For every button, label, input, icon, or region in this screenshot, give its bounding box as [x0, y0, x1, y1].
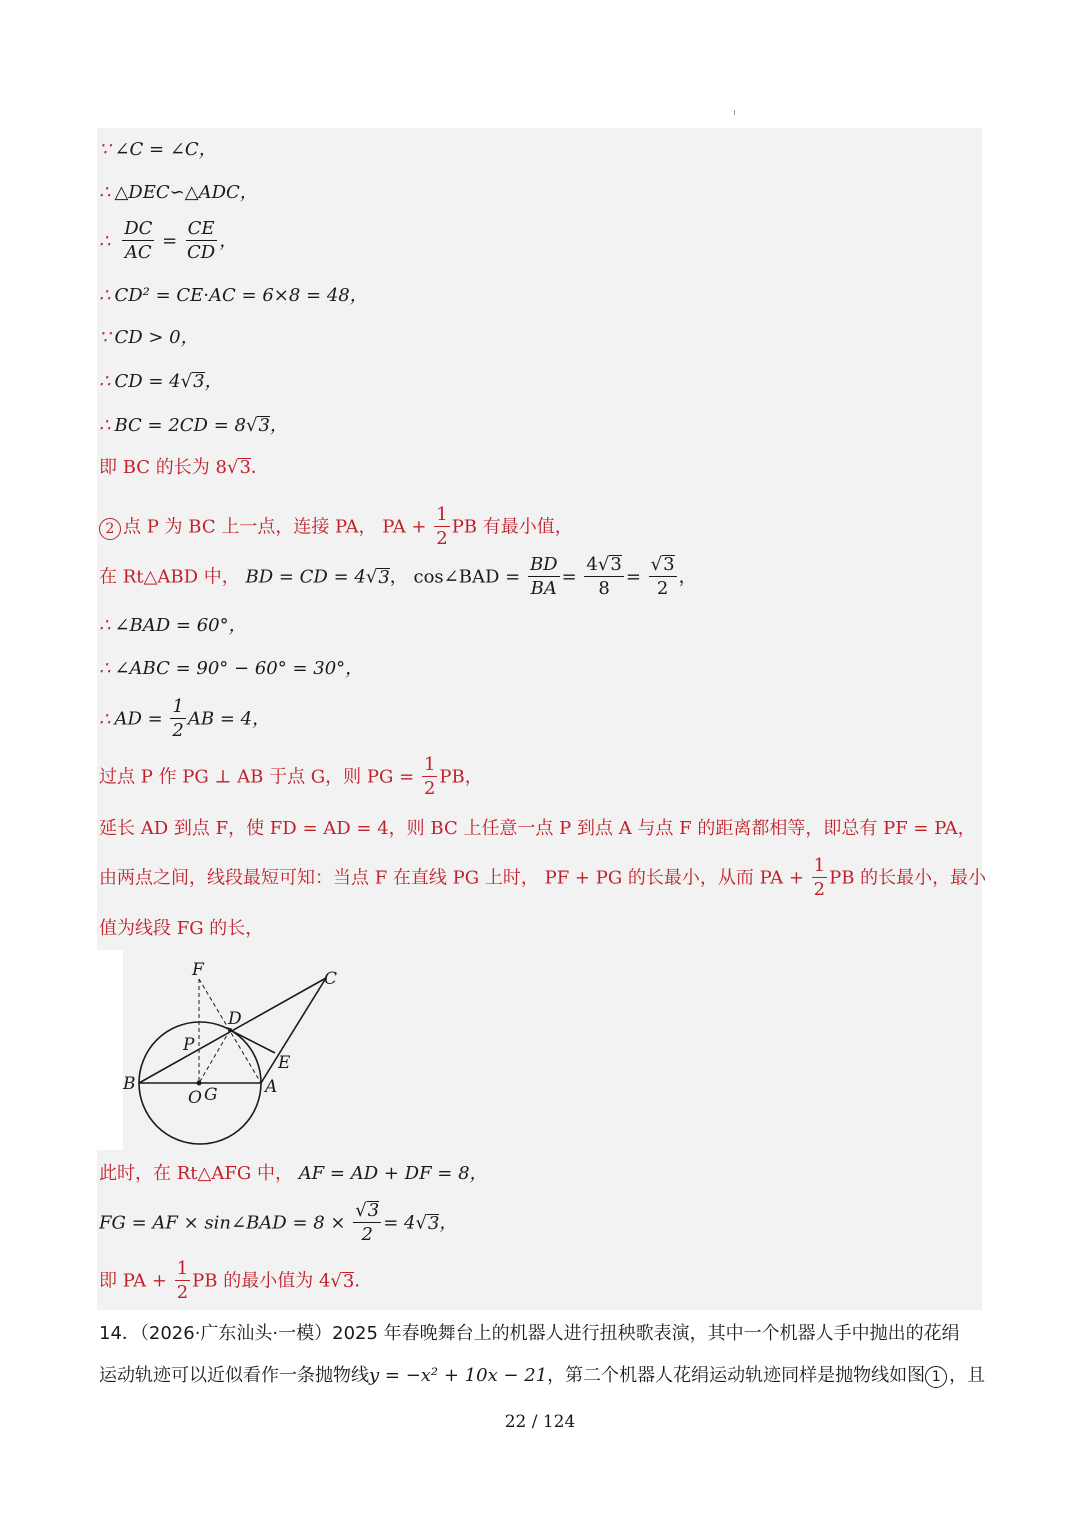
label-c: C	[324, 969, 338, 989]
fraction	[185, 218, 217, 265]
step-angle-bad	[99, 614, 247, 638]
step-text: 在 Rt△ABD 中，	[99, 566, 240, 588]
step-because-angle	[99, 138, 217, 162]
numerator: 1	[423, 754, 436, 775]
step-text: AB = 4，	[187, 708, 271, 730]
therefore-symbol: ∴	[99, 230, 111, 252]
step-text: PB 有最小值，	[451, 516, 573, 538]
step-ratio	[99, 218, 237, 265]
step-text: CD = 4	[114, 371, 181, 392]
therefore-symbol: ∴	[99, 708, 111, 730]
step-text: BC = 2CD = 8	[114, 415, 246, 436]
point-o	[197, 1081, 202, 1086]
step-text: AD =	[114, 708, 163, 730]
denominator: 2	[436, 528, 448, 549]
step-extend-ad	[99, 817, 976, 841]
step-text: 值为线段 FG 的长，	[99, 918, 264, 939]
numerator: CE	[187, 218, 215, 239]
step-text: BD = CD = 4	[245, 566, 366, 588]
label-g: G	[204, 1085, 218, 1105]
parabola-equation: y = −x² + 10x − 21	[369, 1365, 548, 1386]
denominator: 2	[656, 578, 669, 599]
label-a: A	[265, 1077, 278, 1097]
label-d: D	[228, 1009, 242, 1029]
denominator: 2	[813, 879, 826, 900]
sqrt-radicand: 3	[258, 415, 270, 436]
step-cd-positive	[99, 326, 199, 350]
numerator: 1	[176, 1258, 189, 1279]
therefore-symbol: ∴	[99, 415, 111, 436]
numerator: BD	[529, 554, 558, 575]
because-symbol: ∵	[99, 139, 111, 160]
question-text: 14．（2026·广东汕头·一模）2025 年春晚舞台上的机器人进行扭秧歌表演，其中一个机器人手中抛出的花绢	[99, 1323, 960, 1344]
numerator: √3	[650, 554, 675, 575]
geometry-figure	[120, 955, 360, 1150]
step-similar-triangles	[99, 181, 258, 205]
question-text: ，且	[949, 1365, 986, 1386]
punct: ，	[439, 1212, 458, 1234]
sqrt-radicand: 3	[427, 1212, 440, 1234]
fraction	[584, 554, 623, 601]
therefore-symbol: ∴	[99, 285, 111, 306]
step-text: PB，	[439, 766, 483, 788]
step-shortest-segment	[99, 855, 986, 902]
step-text: FG = AF × sin∠BAD = 8 ×	[99, 1212, 346, 1234]
comma: ，	[219, 230, 238, 252]
step-text: PB 的最小值为 4	[192, 1270, 331, 1292]
fraction	[649, 554, 677, 601]
sqrt-radicand: 3	[239, 457, 251, 478]
numerator: 1	[436, 504, 448, 525]
punct: ．	[250, 457, 269, 478]
page-number: 22 / 124	[504, 1412, 576, 1432]
label-e: E	[278, 1053, 291, 1073]
denominator: AC	[124, 242, 152, 263]
sqrt-radicand: 3	[342, 1270, 355, 1292]
label-o: O	[188, 1088, 202, 1108]
step-text: 延长 AD 到点 F，使 FD = AD = 4，则 BC 上任意一点 P 到点 A 与点 F 的距离都相等，即总有 PF = PA，	[99, 818, 976, 839]
sqrt-radicand: 3	[193, 371, 205, 392]
final-answer: 即 PA + $\frac{1}{2}$ PB 的最小值为 4√3．	[99, 1258, 373, 1303]
fraction	[434, 504, 449, 551]
therefore-symbol: ∴	[99, 182, 111, 203]
denominator: BA	[530, 578, 557, 599]
segment-ca	[261, 978, 326, 1083]
denominator: 2	[172, 720, 184, 741]
step-draw-pg	[99, 754, 483, 801]
fraction	[122, 218, 154, 265]
question-14-line-1	[99, 1322, 960, 1346]
step-cd-value: ∴ CD = 4√3，	[99, 371, 223, 392]
therefore-symbol: ∴	[99, 658, 111, 679]
denominator: 8	[598, 578, 610, 599]
numerator: 4√3	[586, 554, 622, 575]
question-text: ，第二个机器人花绢运动轨迹同样是抛物线如图	[547, 1365, 926, 1386]
step-text: 即 BC 的长为 8	[99, 457, 227, 478]
punct: ，	[269, 415, 288, 436]
step-cd-squared	[99, 284, 368, 308]
numerator: DC	[124, 218, 153, 239]
conclusion-bc-length: 即 BC 的长为 8√3．	[99, 457, 269, 478]
step-text: 即 PA +	[99, 1270, 167, 1292]
step-text: PB 的长最小，最小	[829, 867, 987, 889]
equals: =	[162, 230, 178, 252]
step-cos-bad: 在 Rt△ABD 中， BD = CD = 4√3， cos∠BAD = $\frac{BD}{BA}$ = $\frac{4√3}{8}$ = $\frac{√3}{2}$ ，	[99, 554, 697, 599]
step-text: 过点 P 作 PG ⊥ AB 于点 G，则 PG =	[99, 766, 415, 788]
step-ad-value	[99, 696, 270, 743]
step-fg-length	[99, 917, 263, 941]
label-f: F	[192, 960, 204, 980]
fraction	[175, 1258, 190, 1305]
scan-tick-mark	[734, 110, 735, 115]
step-text: CD > 0，	[114, 327, 199, 348]
step-text: 由两点之间，线段最短可知：当点 F 在直线 PG 上时， PF + PG 的长最小，从而 PA +	[99, 867, 804, 889]
label-b: B	[123, 1074, 136, 1094]
denominator: 2	[361, 1224, 373, 1245]
step-text: CD² = CE·AC = 6×8 = 48，	[114, 285, 368, 306]
step-text: ∠BAD = 60°，	[114, 615, 247, 636]
coef: 4	[586, 554, 598, 575]
circled-number: 2	[99, 518, 121, 540]
step-text: 此时，在 Rt△AFG 中，	[99, 1163, 293, 1184]
step-bc-value: ∴ BC = 2CD = 8√3，	[99, 415, 288, 436]
numerator: 1	[172, 696, 184, 717]
punct: ．	[354, 1270, 373, 1292]
step-text: ， cos∠BAD =	[389, 566, 521, 588]
step-text: 点 P 为 BC 上一点，连接 PA， PA +	[123, 516, 427, 538]
circled-number: 1	[925, 1366, 947, 1388]
denominator: 2	[423, 778, 436, 799]
sqrt-radicand: 3	[663, 554, 675, 575]
step-fg-value: FG = AF × sin∠BAD = 8 × $\frac{√3}{2}$ = 4√3，	[99, 1200, 458, 1245]
step-af-length	[99, 1162, 488, 1186]
sqrt-radicand: 3	[378, 566, 390, 588]
therefore-symbol: ∴	[99, 615, 111, 636]
sqrt-radicand: 3	[367, 1200, 380, 1221]
fraction	[170, 696, 185, 743]
step-text: = 4	[383, 1212, 416, 1234]
part-two-heading	[99, 504, 573, 551]
segment-dg	[199, 1030, 230, 1083]
step-text: ∠C = ∠C，	[114, 139, 217, 160]
step-text: ∠ABC = 90° − 60° = 30°，	[114, 658, 364, 679]
numerator: 1	[813, 855, 826, 876]
question-text: 运动轨迹可以近似看作一条抛物线	[99, 1365, 369, 1386]
label-p: P	[183, 1035, 195, 1055]
denominator: 2	[176, 1282, 189, 1303]
sqrt-radicand: 3	[610, 554, 622, 575]
punct: ，	[204, 371, 223, 392]
step-angle-abc	[99, 657, 363, 681]
fraction	[812, 855, 827, 902]
therefore-symbol: ∴	[99, 371, 111, 392]
step-text: △DEC∽△ADC，	[114, 182, 258, 203]
question-14-line-2	[99, 1364, 985, 1388]
fraction	[353, 1200, 381, 1247]
denominator: CD	[186, 242, 216, 263]
step-text: AF = AD + DF = 8，	[298, 1163, 488, 1184]
because-symbol: ∵	[99, 327, 111, 348]
numerator: √3	[355, 1200, 380, 1221]
fraction	[528, 554, 560, 601]
fraction	[422, 754, 437, 801]
